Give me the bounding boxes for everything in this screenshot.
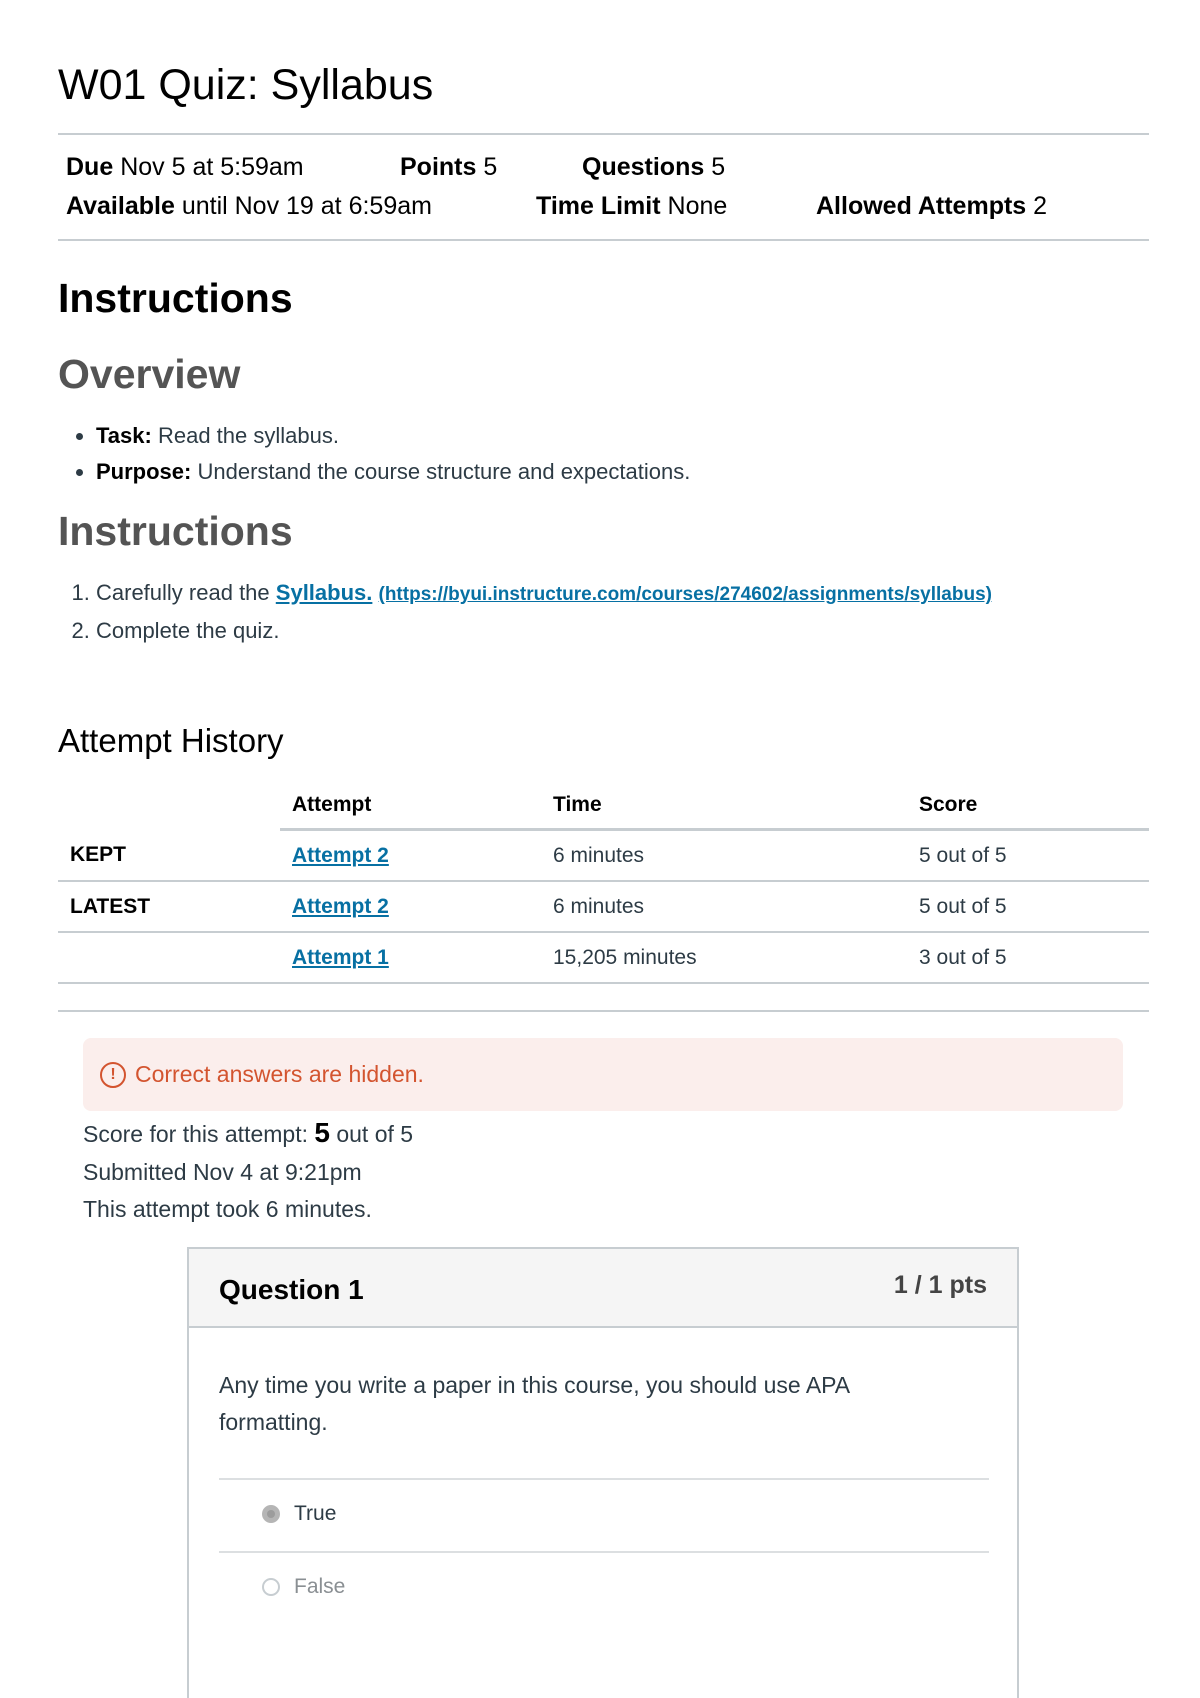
meta-available-label: Available [66,192,175,220]
overview-list [58,418,690,490]
meta-allowed-attempts-value: 2 [1033,192,1048,220]
meta-questions-label: Questions [582,153,705,181]
instructions-heading: Instructions [58,275,293,321]
table-header-row [58,782,1149,830]
step2-text: Complete the quiz. [96,618,280,643]
table-row [58,830,1149,882]
meta-due [66,153,304,182]
meta-time-limit-label: Time Limit [536,192,661,220]
answer-divider [219,1551,989,1553]
question-card [187,1247,1019,1698]
row-label: LATEST [58,881,280,932]
list-item [96,454,690,490]
meta-time-limit-value: None [667,192,728,220]
quiz-page [58,0,1149,1598]
answer-false [262,1575,345,1599]
steps-heading: Instructions [58,508,293,554]
attempt-score [83,1117,413,1149]
task-label: Task: [96,423,152,448]
attempt-history-heading: Attempt History [58,722,284,759]
purpose-label: Purpose: [96,459,192,484]
score-value: 5 [314,1117,330,1148]
column-header-score: Score [907,782,1149,830]
question-text: Any time you write a paper in this course, you should use APA formatting. [219,1372,849,1435]
attempt-duration: This attempt took 6 minutes. [83,1196,372,1222]
meta-questions-value: 5 [711,153,726,181]
score-suffix: out of 5 [336,1121,414,1147]
column-header-attempt: Attempt [280,782,541,830]
attempt-score: 5 out of 5 [907,881,1149,932]
meta-points-value: 5 [483,153,498,181]
meta-available-value: until Nov 19 at 6:59am [181,192,432,220]
meta-points [400,153,497,182]
list-item [96,575,992,613]
meta-allowed-attempts [816,192,1047,221]
table-row [58,881,1149,932]
attempt-score: 3 out of 5 [907,932,1149,983]
meta-due-label: Due [66,153,114,181]
step1-prefix: Carefully read the [96,580,270,605]
attempt-link[interactable]: Attempt 2 [292,843,389,867]
attempt-time: 6 minutes [541,830,907,882]
radio-unselected-icon [262,1578,280,1596]
alert-text: Correct answers are hidden. [135,1061,424,1087]
meta-points-label: Points [400,153,477,181]
purpose-text: Understand the course structure and expectations. [197,459,691,484]
task-text: Read the syllabus. [157,423,339,448]
answer-divider [219,1478,989,1480]
table-row [58,932,1149,983]
question-header [189,1249,1017,1328]
meta-available [66,192,432,221]
overview-heading: Overview [58,351,241,397]
row-label: KEPT [58,830,280,882]
meta-due-value: Nov 5 at 5:59am [120,153,304,181]
column-header-time: Time [541,782,907,830]
question-points: 1 / 1 pts [893,1271,987,1299]
score-prefix: Score for this attempt: [83,1121,308,1147]
answers-hidden-alert [83,1038,1123,1111]
quiz-meta [58,133,1149,241]
attempt-time: 6 minutes [541,881,907,932]
syllabus-link[interactable]: Syllabus. [275,580,373,605]
attempt-link[interactable]: Attempt 2 [292,894,389,918]
list-item [96,613,992,649]
answer-label: True [294,1502,337,1525]
attempt-submitted: Submitted Nov 4 at 9:21pm [83,1159,362,1185]
question-title: Question 1 [219,1274,364,1305]
attempt-time: 15,205 minutes [541,932,907,983]
syllabus-url-link[interactable]: (https://byui.instructure.com/courses/274602/assignments/syllabus) [378,584,992,605]
attempt-score: 5 out of 5 [907,830,1149,882]
row-label [58,932,280,983]
attempt-link[interactable]: Attempt 1 [292,945,389,969]
meta-allowed-attempts-label: Allowed Attempts [816,192,1027,220]
radio-selected-icon [262,1505,280,1523]
answer-true [262,1502,336,1526]
column-header-label [58,782,280,830]
section-divider [58,1010,1149,1012]
meta-time-limit [536,192,727,221]
meta-questions [582,153,725,182]
warning-circle-icon: ! [100,1062,126,1088]
attempt-history-table [58,782,1149,984]
page-title: W01 Quiz: Syllabus [58,61,434,109]
steps-list [58,575,992,649]
answer-label: False [294,1575,346,1598]
list-item [96,418,690,454]
